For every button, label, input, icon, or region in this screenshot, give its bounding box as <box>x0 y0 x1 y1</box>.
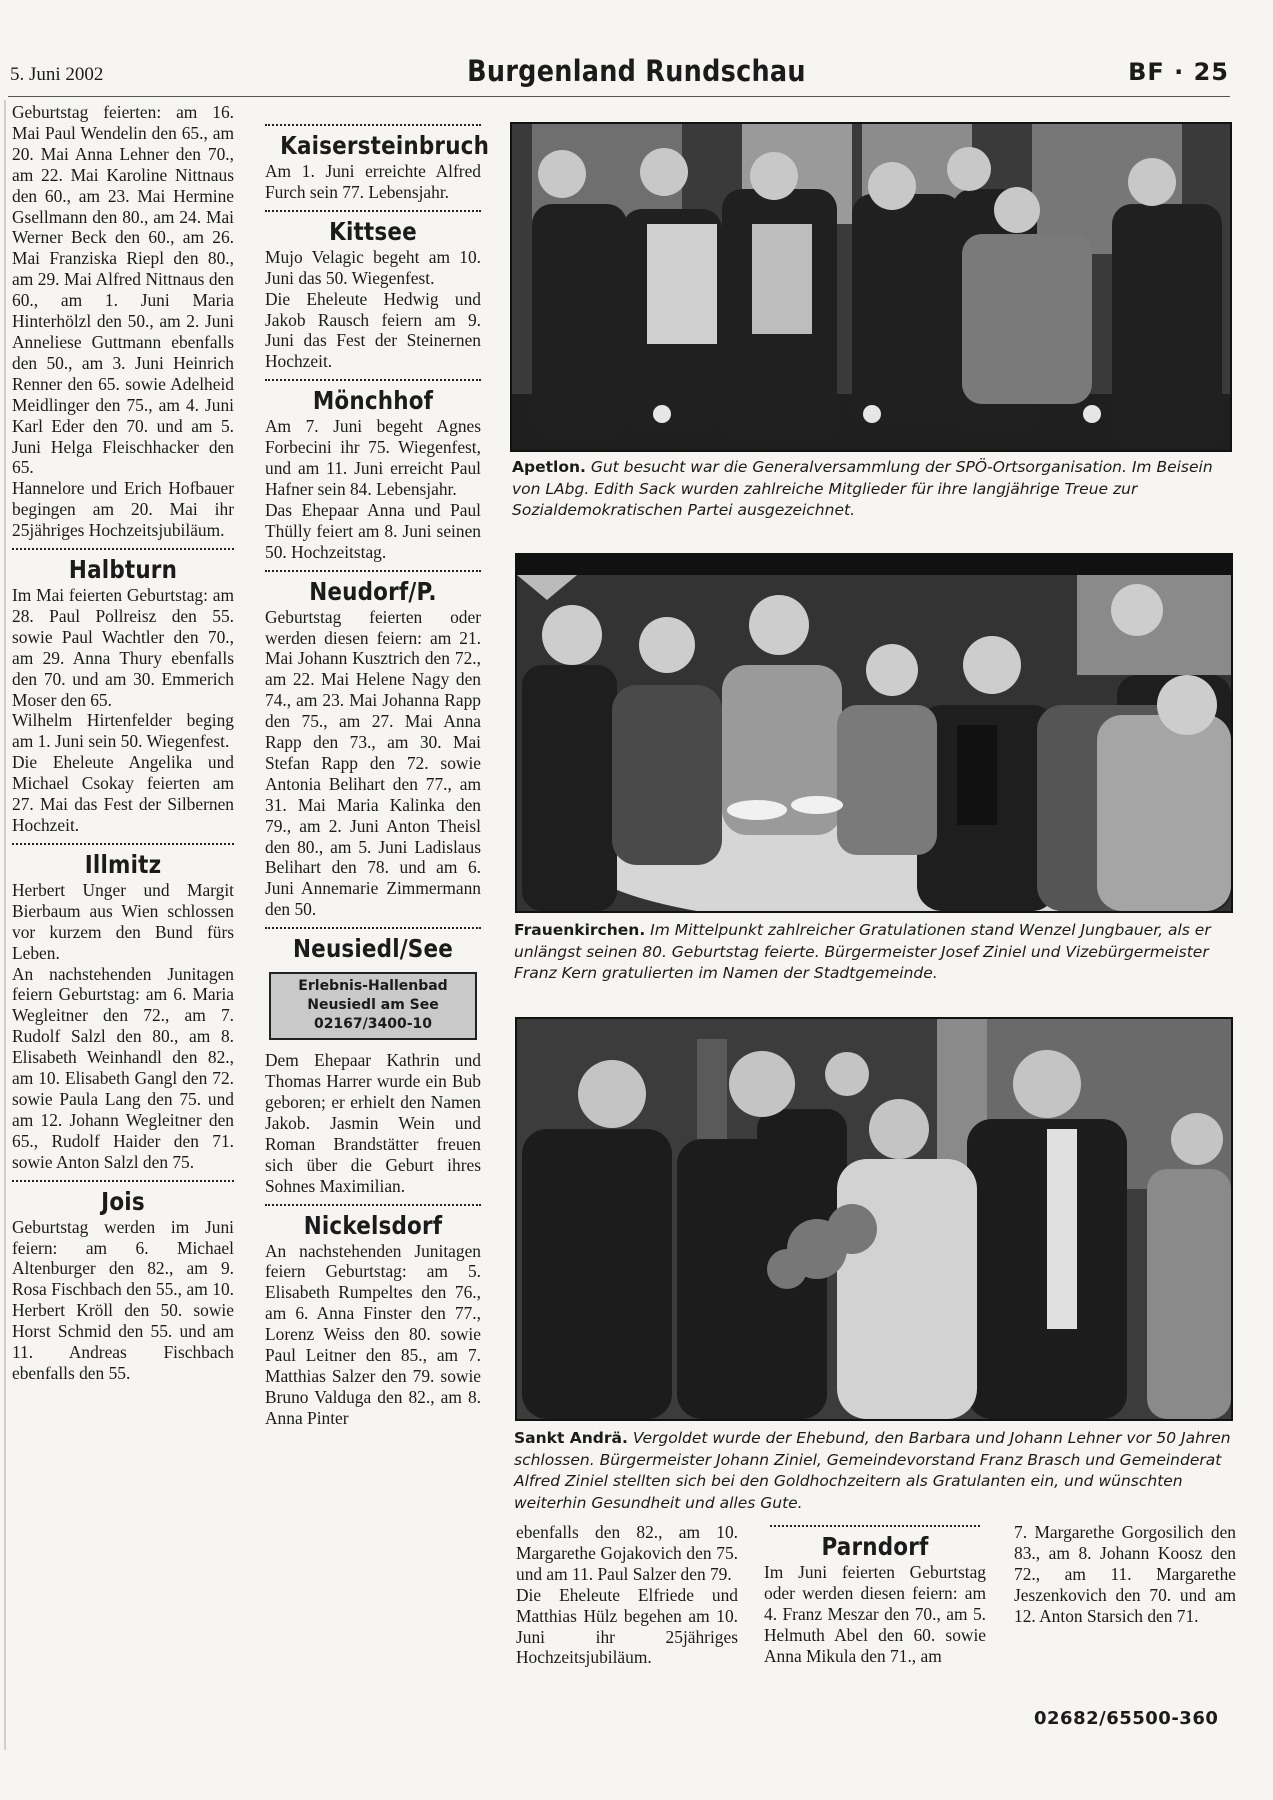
page-edge-shadow <box>4 100 6 1750</box>
col3-paragraph-2: Die Eheleute Elfriede und Matthias Hülz begehen am 10. Juni ihr 25jähriges Hochzeitsjubiläum. <box>516 1584 738 1668</box>
heading-halbturn: Halbturn <box>68 555 178 585</box>
moench-paragraph-1: Am 7. Juni begeht Agnes Forbecini ihr 75. Wiegenfest, und am 11. Juni erreicht Paul Hafner sein 84. Lebensjahr. <box>265 416 481 499</box>
parndorf-paragraph-1: Im Juni feierten Geburtstag oder werden diesen feiern: am 4. Franz Meszar den 70., am 5. Helmuth Abel den 60. sowie Anna Mikula den 71., am <box>764 1562 986 1666</box>
jois-paragraph-1: Geburtstag werden im Juni feiern: am 6. Michael Altenburger den 82., am 9. Rosa Fischbach den 55., am 10. Herbert Kröll den 50. sowie Horst Schmid den 55. und am 11. Andreas Fischbach ebenfalls den 55. <box>12 1216 234 1383</box>
column-5-bottom <box>1014 1522 1236 1627</box>
photo-apetlon <box>510 122 1232 452</box>
section-separator <box>12 1180 234 1182</box>
caption-sankt-andrae-place: Sankt Andrä. <box>514 1429 628 1447</box>
section-separator <box>12 548 234 550</box>
heading-moenchhof: Mönchhof <box>312 386 434 416</box>
column-3-bottom <box>516 1522 738 1668</box>
kittsee-paragraph-1: Mujo Velagic begeht am 10. Juni das 50. Wiegenfest. <box>265 246 481 288</box>
caption-apetlon-place: Apetlon. <box>512 458 586 476</box>
heading-illmitz: Illmitz <box>84 849 162 879</box>
neusiedl-paragraph-1: Dem Ehepaar Kathrin und Thomas Harrer wurde ein Bub geboren; er erhielt den Namen Jakob. Jasmin Wein und Roman Brandstätter freuen sich über die Geburt ihres Sohnes Maximilian. <box>265 1050 481 1196</box>
ad-line-1: Erlebnis-Hallenbad <box>298 978 448 995</box>
illmitz-paragraph-2: An nachstehenden Junitagen feiern Geburtstag: am 6. Maria Wegleitner den 72., am 7. Rudolf Salzl den 80., am 8. Elisabeth Weinhandl den 82., am 10. Elisabeth Gangl den 72. sowie Paula Lang den 75. und am 12. Johann Wegleitner den 65., Rudolf Haider den 71. sowie Anton Salzl den 75. <box>12 963 234 1172</box>
col3-paragraph-1: ebenfalls den 82., am 10. Margarethe Gojakovich den 75. und am 11. Paul Salzer den 79. <box>516 1522 738 1584</box>
caption-sankt-andrae-text: Vergoldet wurde der Ehebund, den Barbara und Johann Lehner vor 50 Jahren schlossen. Bürgermeister Johann Ziniel, Gemeindevorstand Franz Brasch und Gemeinderat Alfred Ziniel stellten sich bei den Goldhochzeitern als Gratulanten ein, und wünschten weiterhin Gesundheit und alles Gute. <box>514 1429 1231 1512</box>
heading-kaisersteinbruch: Kaisersteinbruch <box>280 131 490 160</box>
heading-neudorf: Neudorf/P. <box>309 576 437 606</box>
section-separator <box>770 1525 980 1527</box>
page-number: BF · 25 <box>1128 58 1229 86</box>
photo-sankt-andrae-image <box>517 1019 1231 1419</box>
section-separator <box>265 379 481 381</box>
intro-paragraph-2: Hannelore und Erich Hofbauer begingen am 20. Mai ihr 25jähriges Hochzeitsjubiläum. <box>12 478 234 541</box>
caption-apetlon <box>512 457 1232 522</box>
halbturn-paragraph-1: Im Mai feierten Geburtstag: am 28. Paul Pollreisz den 55. sowie Paul Wachtler den 70., am 29. Anna Thury ebenfalls den 70. und am 30. Emmerich Moser den 65. <box>12 585 234 710</box>
section-separator <box>265 210 481 212</box>
caption-apetlon-text: Gut besucht war die Generalversammlung der SPÖ-Ortsorganisation. Im Beisein von LAbg. Edith Sack wurden zahlreiche Mitglieder für ihre langjährige Treue zur Sozialdemokratischen Partei ausgezeichnet. <box>512 458 1213 519</box>
ad-line-2: Neusiedl am See <box>307 997 439 1014</box>
photo-sankt-andrae <box>515 1017 1233 1421</box>
issue-date: 5. Juni 2002 <box>10 64 104 85</box>
neudorf-paragraph-1: Geburtstag feierten oder werden diesen feiern: am 21. Mai Johann Kusztrich den 72., am 22. Mai Helene Nagy den 74., am 23. Mai Johanna Rapp den 75., am 27. Mai Anna Rapp den 73., am 30. Mai Stefan Rapp den 72. sowie Antonia Belihart den 77., am 31. Mai Maria Kalinka den 79., am 2. Juni Anton Theisl den 80., am 5. Juni Ladislaus Belihart den 78. und am 6. Juni Annemarie Zimmermann den 50. <box>265 606 481 920</box>
section-separator <box>265 570 481 572</box>
column-4-bottom <box>764 1522 986 1667</box>
halbturn-paragraph-2: Wilhelm Hirtenfelder beging am 1. Juni sein 50. Wiegenfest. <box>12 710 234 752</box>
caption-frauenkirchen-place: Frauenkirchen. <box>514 921 646 939</box>
section-separator <box>265 124 481 126</box>
newspaper-title: Burgenland Rundschau <box>467 54 806 88</box>
contact-phone: 02682/65500-360 <box>1034 1708 1219 1729</box>
kittsee-paragraph-2: Die Eheleute Hedwig und Jakob Rausch feiern am 9. Juni das Fest der Steinernen Hochzeit. <box>265 288 481 372</box>
caption-frauenkirchen-text: Im Mittelpunkt zahlreicher Gratulationen stand Wenzel Jungbauer, als er unlängst seinen 80. Geburtstag feierte. Bürgermeister Josef Ziniel und Vizebürgermeister Franz Kern gratulierten im Namen der Stadtgemeinde. <box>514 921 1211 982</box>
section-separator <box>12 843 234 845</box>
ad-box-hallenbad <box>269 972 477 1040</box>
header-rule <box>8 96 1230 97</box>
caption-frauenkirchen <box>514 920 1234 985</box>
column-2 <box>265 124 490 1429</box>
col5-paragraph-1: 7. Margarethe Gorgosilich den 83., am 8. Johann Koosz den 72., am 11. Margarethe Jeszenkovich den 70. und am 12. Anton Starsich den 71. <box>1014 1522 1236 1626</box>
ad-line-3: 02167/3400-10 <box>313 1016 433 1033</box>
column-1 <box>12 102 234 1384</box>
photo-frauenkirchen <box>515 553 1233 913</box>
intro-paragraph: Geburtstag feierten: am 16. Mai Paul Wendelin den 65., am 20. Mai Anna Lehner den 70., am 22. Mai Karoline Nittnaus den 60., am 23. Mai Hermine Gsellmann den 80., am 24. Mai Werner Beck den 60., am 26. Mai Franziska Riepl den 80., am 29. Mai Alfred Nittnaus den 60., am 1. Juni Maria Hinterhölzl den 50., am 2. Juni Anneliese Guttmann ebenfalls den 50., am 3. Juni Heinrich Renner den 65. sowie Adelheid Meidlinger den 75., am 4. Juni Karl Eder den 70. und am 5. Juni Helga Fleischhacker den 65. <box>12 102 234 478</box>
section-separator <box>265 927 481 929</box>
heading-neusiedl: Neusiedl/See <box>293 934 453 964</box>
heading-jois: Jois <box>101 1186 145 1216</box>
heading-kittsee: Kittsee <box>329 216 417 246</box>
moench-paragraph-2: Das Ehepaar Anna und Paul Thülly feiert am 8. Juni seinen 50. Hochzeitstag. <box>265 499 481 562</box>
kaiser-paragraph-1: Am 1. Juni erreichte Alfred Furch sein 77. Lebensjahr. <box>265 161 481 202</box>
photo-apetlon-image <box>512 124 1230 450</box>
caption-sankt-andrae <box>514 1428 1236 1514</box>
heading-nickelsdorf: Nickelsdorf <box>303 1210 443 1240</box>
photo-frauenkirchen-image <box>517 555 1231 911</box>
illmitz-paragraph-1: Herbert Unger und Margit Bierbaum aus Wien schlossen vor kurzem den Bund fürs Leben. <box>12 879 234 963</box>
section-separator <box>265 1204 481 1206</box>
nickels-paragraph-1: An nachstehenden Junitagen feiern Geburtstag: am 5. Elisabeth Rumpeltes den 76., am 6. Anna Finster den 77., Lorenz Weiss den 80. sowie Paul Leitner den 85., am 7. Matthias Salzer den 79. sowie Bruno Valduga den 82., am 8. Anna Pinter <box>265 1240 481 1428</box>
heading-parndorf: Parndorf <box>821 1532 929 1561</box>
halbturn-paragraph-3: Die Eheleute Angelika und Michael Csokay feierten am 27. Mai das Fest der Silbernen Hochzeit. <box>12 752 234 835</box>
